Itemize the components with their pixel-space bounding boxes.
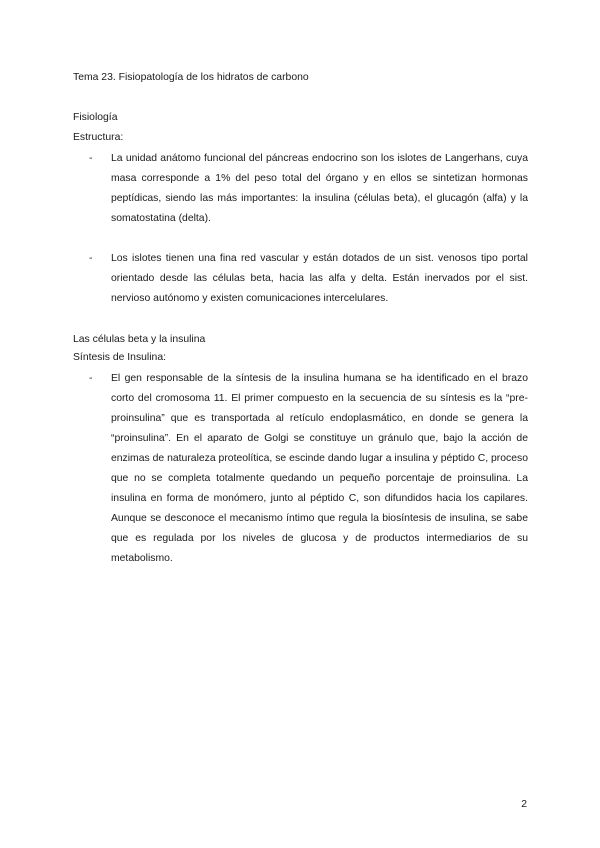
document-title: Tema 23. Fisiopatología de los hidratos de carbono	[73, 72, 309, 83]
structure-bullet-text: La unidad anátomo funcional del páncreas endocrino son los islotes de Langerhans, cuya masa corresponde a 1% del peso total del órgano y en ellos se sintetizan hormonas peptídicas, siendo las más importantes: la insulina (células beta), el glucagón (alfa) y la somatostatina (delta).	[111, 153, 528, 224]
synthesis-bullet-text: El gen responsable de la síntesis de la insulina humana se ha identificado en el brazo corto del cromosoma 11. El primer compuesto en la secuencia de su síntesis es la “pre-proinsulina” que es transportada al retículo endoplasmático, en donde se genera la “proinsulina”. En el aparato de Golgi se constituye un gránulo que, bajo la acción de enzimas de naturaleza proteolítica, se escinde dando lugar a insulina y péptido C, proceso que no se completa totalmente quedando un pequeño porcentaje de proinsulina. La insulina en forma de monómero, junto al péptido C, son difundidos hacia los capilares. Aunque se desconoce el mecanismo íntimo que regula la biosíntesis de insulina, se sabe que es regulada por los niveles de glucosa y de productos intermediarios de su metabolismo.	[111, 373, 528, 564]
list-item	[73, 369, 528, 569]
subsection-heading-estructura: Estructura:	[73, 132, 124, 143]
subsection-heading-sintesis: Síntesis de Insulina:	[73, 352, 166, 363]
list-item	[73, 249, 528, 309]
section-heading-fisiologia: Fisiología	[73, 112, 118, 123]
section-heading-celulas-beta: Las células beta y la insulina	[73, 334, 206, 345]
bullet-marker: -	[89, 253, 93, 264]
page-number: 2	[521, 799, 527, 810]
list-item	[73, 149, 528, 229]
structure-bullet-text: Los islotes tienen una fina red vascular y están dotados de un sist. venosos tipo portal orientado desde las células beta, hacia las alfa y delta. Están inervados por el sist. nervioso autónomo y existen comunicaciones intercelulares.	[111, 253, 528, 304]
bullet-marker: -	[89, 153, 93, 164]
bullet-marker: -	[89, 373, 93, 384]
